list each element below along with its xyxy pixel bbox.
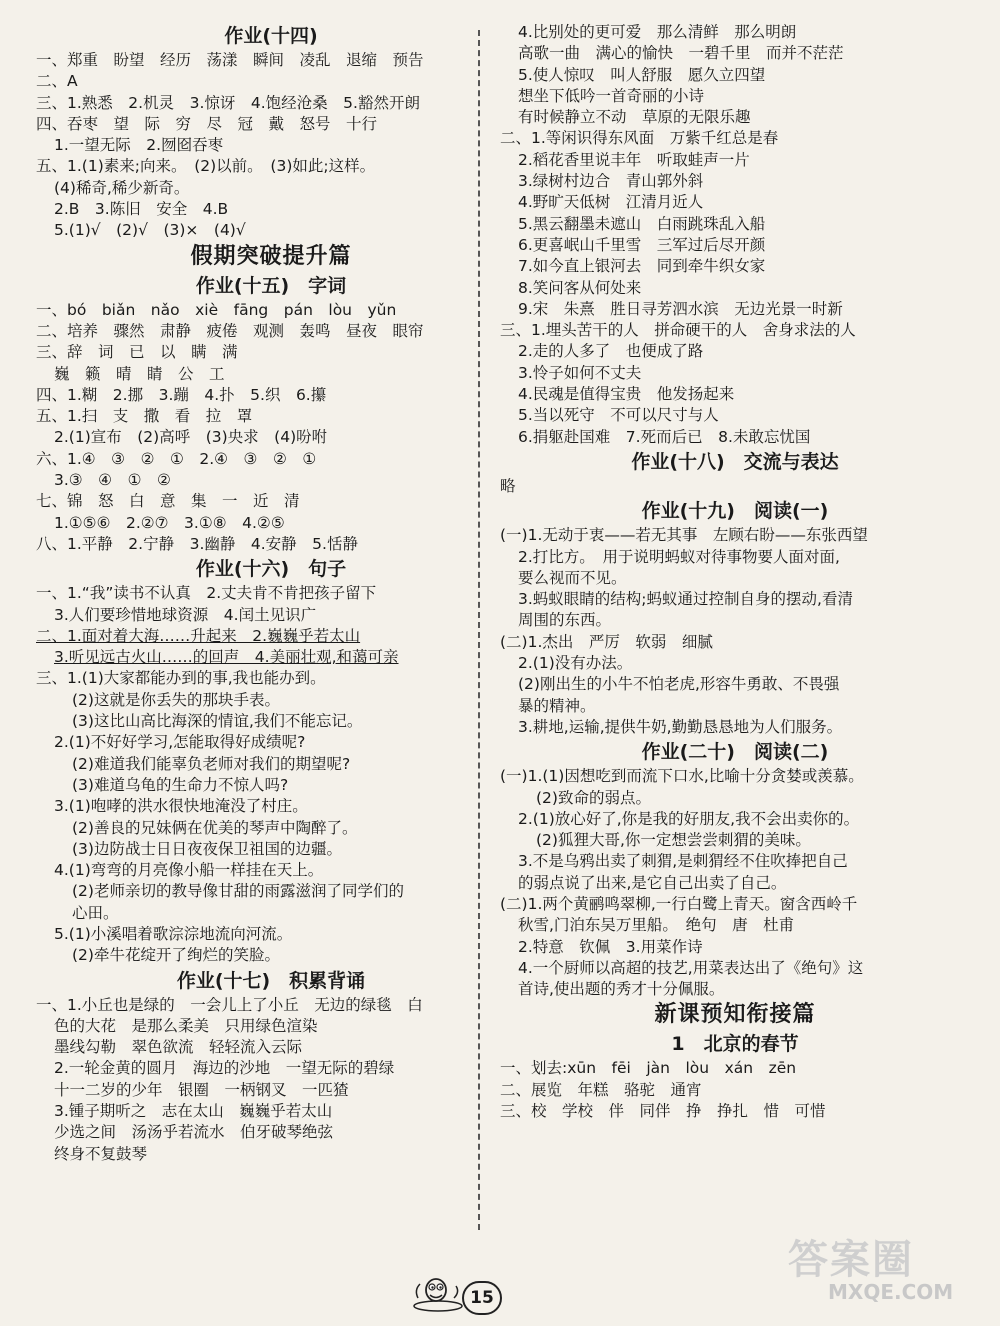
answer-line: 3.蚂蚁眼睛的结构;蚂蚁通过控制自身的摆动,看清 <box>518 590 853 609</box>
section-heading: 作业(十五) 字词 <box>195 274 347 297</box>
answer-line: 5.使人惊叹 叫人舒服 愿久立四望 <box>518 65 766 84</box>
section-heading: 作业(十八) 交流与表达 <box>631 450 839 473</box>
answer-line: 三、1.埋头苦干的人 拼命硬干的人 舍身求法的人 <box>500 321 856 340</box>
answer-line: 四、1.糊 2.挪 3.蹦 4.扑 5.织 6.攥 <box>36 385 327 404</box>
answer-line: 要么视而不见。 <box>518 568 627 587</box>
section-heading: 作业(十四) <box>224 25 318 47</box>
answer-line: 4.民魂是值得宝贵 他发扬起来 <box>518 385 735 404</box>
answer-line: 2.特意 钦佩 3.用菜作诗 <box>518 937 703 956</box>
answer-line: 四、吞枣 望 际 穷 尽 冠 戴 怒号 十行 <box>36 114 378 133</box>
answer-line: 一、郑重 盼望 经历 荡漾 瞬间 凌乱 退缩 预告 <box>36 51 424 69</box>
answer-line: (2)善良的兄妹俩在优美的琴声中陶醉了。 <box>72 818 358 837</box>
answer-line: 4.一个厨师以高超的技艺,用菜表达出了《绝句》这 <box>518 958 864 977</box>
answer-line: 三、辞 词 已 以 瞒 满 <box>36 343 238 362</box>
answer-line: 5.(1)小溪唱着歌淙淙地流向河流。 <box>54 924 293 943</box>
answer-line: 9.宋 朱熹 胜日寻芳泗水滨 无边光景一时新 <box>518 299 843 318</box>
answer-line: 周围的东西。 <box>518 611 612 630</box>
answer-line: 6.更喜岷山千里雪 三军过后尽开颜 <box>518 235 766 254</box>
answer-line: 2.打比方。 用于说明蚂蚁对待事物要人面对面, <box>518 547 840 566</box>
column-divider <box>478 30 480 1230</box>
answer-line: 3.人们要珍惜地球资源 4.闰土见识广 <box>54 605 317 624</box>
answer-line: (2)牵牛花绽开了绚烂的笑脸。 <box>72 946 280 965</box>
section-heading: 1 北京的春节 <box>671 1033 799 1056</box>
answer-line: 2.B 3.陈旧 安全 4.B <box>54 200 229 219</box>
answer-line: 一、1.“我”读书不认真 2.丈夫肯不肯把孩子留下 <box>36 584 377 603</box>
answer-line: (一)1.无动于衷——若无其事 左顾右盼——东张西望 <box>500 526 868 545</box>
answer-line: 2.稻花香里说丰年 听取蛙声一片 <box>518 150 750 169</box>
answer-line: (3)边防战士日日夜夜保卫祖国的边疆。 <box>72 839 342 858</box>
answer-line: 3.怜子如何不丈夫 <box>518 363 642 382</box>
answer-line: 的弱点说了出来,是它自己出卖了自己。 <box>518 873 787 892</box>
answer-line: 二、培养 骤然 肃静 疲倦 观测 轰鸣 昼夜 眼帘 <box>36 321 424 340</box>
answer-line: 八、1.平静 2.宁静 3.幽静 4.安静 5.恬静 <box>36 534 358 553</box>
answer-line: 二、A <box>36 72 78 91</box>
answer-line: 一、划去:xūn fēi jàn lòu xán zēn <box>500 1059 797 1078</box>
answer-line: 3.听见远古火山……的回声 4.美丽壮观,和蔼可亲 <box>54 648 399 667</box>
answer-line: (二)1.两个黄鹂鸣翠柳,一行白鹭上青天。窗含西岭千 <box>500 894 858 913</box>
answer-line: 3.耕地,运输,提供牛奶,勤勤恳恳地为人们服务。 <box>518 717 843 736</box>
answer-line: (一)1.(1)因想吃到而流下口水,比喻十分贪婪或羡慕。 <box>500 767 864 786</box>
answer-line: (4)稀奇,稀少新奇。 <box>54 178 190 197</box>
left-column <box>36 22 506 1165</box>
answer-line: 3.(1)咆哮的洪水很快地淹没了村庄。 <box>54 797 308 816</box>
watermark-url: MXQE.COM <box>828 1280 954 1304</box>
section-heading: 作业(十七) 积累背诵 <box>176 969 366 992</box>
watermark-logo-text: 答案圈 <box>788 1237 914 1283</box>
answer-line: 3.绿树村边合 青山郭外斜 <box>518 172 704 191</box>
answer-line: 色的大花 是那么柔美 只用绿色渲染 <box>54 1016 318 1035</box>
answer-line: 六、1.④ ③ ② ① 2.④ ③ ② ① <box>36 449 317 468</box>
answer-line: 2.(1)不好好学习,怎能取得好成绩呢? <box>54 733 306 752</box>
answer-line: 2.走的人多了 也便成了路 <box>518 342 704 361</box>
answer-line: 五、1.(1)素来;向来。 (2)以前。 (3)如此;这样。 <box>36 157 376 176</box>
answer-line: 3.不是乌鸦出卖了刺猬,是刺猬经不住吹捧把自己 <box>518 852 848 871</box>
answer-line: 3.③ ④ ① ② <box>54 471 171 490</box>
answer-line: 二、1.等闲识得东风面 万紫千红总是春 <box>500 129 779 148</box>
answer-line: (2)致命的弱点。 <box>536 788 651 807</box>
answer-line: 7.如今直上银河去 同到牵牛织女家 <box>518 257 766 276</box>
answer-line: 七、锦 怒 白 意 集 一 近 清 <box>36 492 300 511</box>
answer-line: 三、1.熟悉 2.机灵 3.惊讶 4.饱经沧桑 5.豁然开朗 <box>36 93 420 112</box>
answer-line: 少选之间 汤汤乎若流水 伯牙破琴绝弦 <box>54 1123 334 1142</box>
page-number: 15 <box>462 1281 502 1315</box>
answer-line: 5.黑云翻墨未遮山 白雨跳珠乱入船 <box>518 214 766 233</box>
answer-line: 8.笑问客从何处来 <box>518 278 642 297</box>
answer-line: 2.(1)放心好了,你是我的好朋友,我不会出卖你的。 <box>518 809 860 828</box>
right-column <box>500 22 970 1122</box>
answer-line: (2)刚出生的小牛不怕老虎,形容牛勇敢、不畏强 <box>518 675 840 694</box>
answer-line: (3)难道乌龟的生命力不惊人吗? <box>72 775 289 794</box>
answer-line: 1.一望无际 2.囫囵吞枣 <box>54 136 224 155</box>
section-heading: 作业(十六) 句子 <box>195 558 347 581</box>
answer-line: (2)狐狸大哥,你一定想尝尝刺猬的美味。 <box>536 831 811 850</box>
answer-line: 一、1.小丘也是绿的 一会儿上了小丘 无边的绿毯 白 <box>36 995 423 1014</box>
answer-line: 5.当以死守 不可以尺寸与人 <box>518 406 719 425</box>
answer-line: 有时候静立不动 草原的无限乐趣 <box>518 108 751 127</box>
answer-line: 五、1.扫 支 撒 看 拉 罩 <box>36 407 253 426</box>
answer-line: 终身不复鼓琴 <box>54 1144 148 1163</box>
answer-line: (3)这比山高比海深的情谊,我们不能忘记。 <box>72 712 363 731</box>
answer-line: 暴的精神。 <box>518 696 596 715</box>
answer-line: (2)这就是你丢失的那块手表。 <box>72 690 280 709</box>
answer-line: 2.一轮金黄的圆月 海边的沙地 一望无际的碧绿 <box>54 1059 395 1078</box>
mascot-icon <box>410 1276 466 1312</box>
answer-line: 3.锺子期听之 志在太山 巍巍乎若太山 <box>54 1102 333 1121</box>
answer-line: 一、bó biǎn nǎo xiè fāng pán lòu yǔn <box>36 300 397 319</box>
answer-line: 4.野旷天低树 江清月近人 <box>518 193 704 212</box>
answer-line: 巍 籁 晴 睛 公 工 <box>54 364 225 383</box>
answer-line: 2.(1)没有办法。 <box>518 654 633 673</box>
answer-line: 5.(1)√ (2)√ (3)× (4)√ <box>54 221 246 240</box>
answer-line: 三、1.(1)大家都能办到的事,我也能办到。 <box>36 669 326 688</box>
answer-line: 二、1.面对着大海……升起来 2.巍巍乎若太山 <box>36 626 361 645</box>
answer-line: 三、校 学校 伴 同伴 挣 挣扎 惜 可惜 <box>500 1102 826 1121</box>
answer-line: 2.(1)宣布 (2)高呼 (3)央求 (4)吩咐 <box>54 428 328 447</box>
answer-line: 略 <box>500 476 516 495</box>
answer-line: 想坐下低吟一首奇丽的小诗 <box>518 86 705 105</box>
answer-line: 高歌一曲 满心的愉快 一碧千里 而并不茫茫 <box>518 44 844 63</box>
watermark <box>788 1228 978 1318</box>
answer-line: 墨线勾勒 翠色欲流 轻轻流入云际 <box>54 1038 303 1057</box>
answer-line: 心田。 <box>72 903 119 922</box>
answer-line: 十一二岁的少年 银圈 一柄钢叉 一匹猹 <box>54 1080 349 1099</box>
answer-line: 秋雪,门泊东吴万里船。 绝句 唐 杜甫 <box>518 916 795 935</box>
part-heading: 假期突破提升篇 <box>190 243 352 269</box>
answer-line: 4.比别处的更可爱 那么清鲜 那么明朗 <box>518 23 797 41</box>
answer-line: (2)难道我们能辜负老师对我们的期望呢? <box>72 754 351 773</box>
answer-line: (二)1.杰出 严厉 软弱 细腻 <box>500 632 713 651</box>
answer-line: 首诗,使出题的秀才十分佩服。 <box>518 980 725 999</box>
answer-line: (2)老师亲切的教导像甘甜的雨露滋润了同学们的 <box>72 882 404 901</box>
answer-line: 6.捐躯赴国难 7.死而后已 8.未敢忘忧国 <box>518 427 811 446</box>
answer-line: 4.(1)弯弯的月亮像小船一样挂在天上。 <box>54 861 324 880</box>
part-heading: 新课预知衔接篇 <box>654 1002 816 1028</box>
section-heading: 作业(二十) 阅读(二) <box>641 741 829 764</box>
answer-line: 1.①⑤⑥ 2.②⑦ 3.①⑧ 4.②⑤ <box>54 513 285 532</box>
answer-line: 二、展览 年糕 骆驼 通宵 <box>500 1080 702 1099</box>
section-heading: 作业(十九) 阅读(一) <box>641 500 829 523</box>
